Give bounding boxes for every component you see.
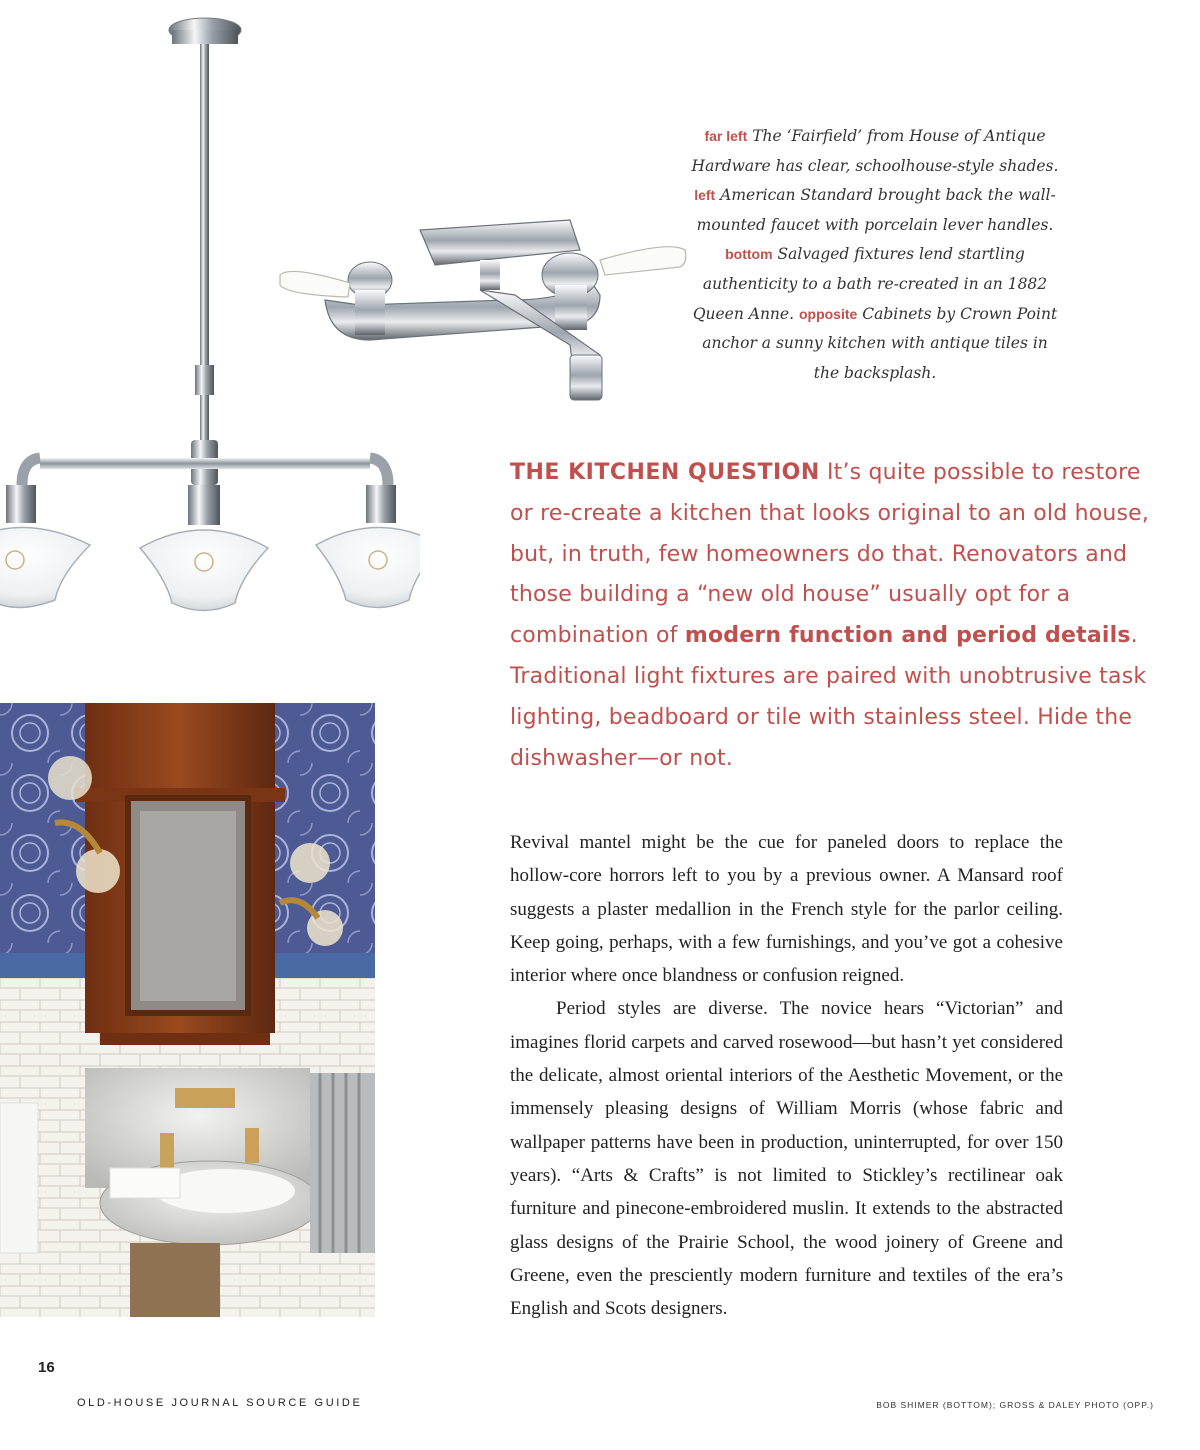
page-number: 16 bbox=[38, 1359, 55, 1376]
caption-text-left: American Standard brought back the wall-mounted faucet with porcelain lever handles. bbox=[696, 186, 1056, 234]
faucet-photo bbox=[270, 205, 700, 420]
photo-caption bbox=[690, 122, 1060, 388]
caption-tag-left: left bbox=[694, 187, 716, 204]
caption-tag-opposite: opposite bbox=[798, 305, 858, 322]
pull-quote-text-1: It’s quite possible to restore or re-create a kitchen that looks original to an old house, but, in truth, few homeowners do that. Renovators and those building a “new old house” usually opt for a combination of bbox=[510, 460, 1150, 649]
photo-credit: BOB SHIMER (BOTTOM); GROSS & DALEY PHOTO (OPP.) bbox=[876, 1400, 1154, 1410]
pull-quote bbox=[510, 453, 1160, 779]
bathroom-photo bbox=[0, 703, 375, 1317]
caption-tag-bottom: bottom bbox=[725, 246, 773, 263]
publication-name: OLD-HOUSE JOURNAL SOURCE GUIDE bbox=[77, 1397, 363, 1409]
caption-text-far-left: The ‘Fairfield’ from House of Antique Hardware has clear, schoolhouse-style shades. bbox=[691, 127, 1059, 175]
caption-tag-far-left: far left bbox=[704, 128, 748, 144]
pull-quote-heading: THE KITCHEN QUESTION bbox=[510, 460, 820, 485]
pull-quote-text-2: . Traditional light fixtures are paired with unobtrusive task lighting, beadboard or tile with stainless steel. Hide the dishwasher—or not. bbox=[510, 623, 1147, 771]
caption-text-bottom: Salvaged fixtures lend startling authenticity to a bath re-created in an 1882 Queen Anne. bbox=[692, 245, 1048, 323]
article-body bbox=[510, 826, 1063, 1325]
caption-text-opposite: Cabinets by Crown Point anchor a sunny kitchen with antique tiles in the backsplash. bbox=[702, 304, 1058, 382]
body-paragraph-1: Revival mantel might be the cue for paneled doors to replace the hollow-core horrors left to you by a previous owner. A Mansard roof suggests a plaster medallion in the French style for the parlor ceiling. Keep going, perhaps, with a few furnishings, and you’ve got a cohesive interior where once blandness or confusion reigned. bbox=[510, 832, 1063, 987]
body-paragraph-2: Period styles are diverse. The novice hears “Victorian” and imagines florid carpets and carved rosewood—but hasn’t yet considered the delicate, almost oriental interiors of the Aesthetic Movement, or the immensely pleasing designs of William Morris (whose fabric and wallpaper patterns have been in production, uninterrupted, for over 150 years). “Arts & Crafts” is not limited to Stickley’s rectilinear oak furniture and pinecone-embroidered muslin. It extends to the abstracted glass designs of the Prairie School, the wood joinery of Greene and Greene, even the presciently modern furniture and textiles of the era’s English and Scots designers. bbox=[510, 998, 1063, 1320]
pull-quote-emphasis: modern function and period details bbox=[684, 623, 1131, 649]
